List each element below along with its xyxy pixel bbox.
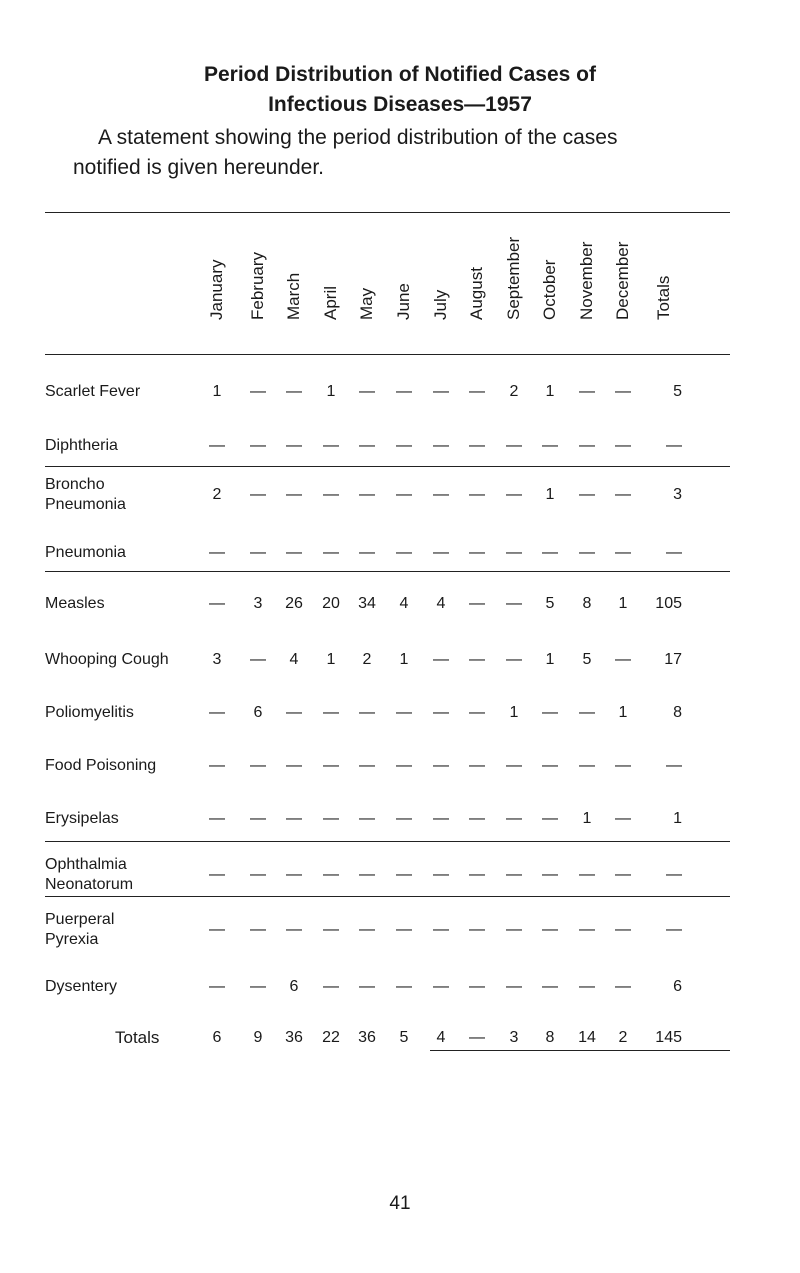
table-cell: —: [433, 383, 449, 400]
table-cell: —: [396, 383, 412, 400]
row-label: [45, 650, 169, 670]
table-cell: —: [396, 704, 412, 721]
table-cell: —: [433, 437, 449, 454]
table-cell: —: [666, 866, 682, 883]
table-cell: 5: [545, 595, 555, 612]
table-cell: 3: [509, 1029, 519, 1046]
table-cell: 2: [509, 383, 519, 400]
table-cell: —: [469, 978, 485, 995]
table-cell: 34: [358, 595, 376, 612]
table-cell: 1: [326, 651, 336, 668]
table-cell: 6: [289, 978, 299, 995]
table-cell: —: [286, 383, 302, 400]
column-header: [421, 225, 461, 340]
table-cell: —: [433, 651, 449, 668]
table-cell: 105: [655, 595, 682, 612]
table-cell: —: [579, 544, 595, 561]
table-rule: [45, 841, 730, 842]
table-cell: —: [579, 921, 595, 938]
table-cell: 20: [322, 595, 340, 612]
table-cell: 1: [582, 810, 592, 827]
table-cell: —: [209, 704, 225, 721]
table-cell: —: [209, 595, 225, 612]
table-cell: —: [615, 978, 631, 995]
table-cell: —: [250, 810, 266, 827]
column-header-label: August: [467, 267, 486, 320]
table-cell: —: [209, 544, 225, 561]
column-header: [197, 225, 237, 340]
table-cell: —: [209, 978, 225, 995]
table-cell: —: [286, 437, 302, 454]
table-rule: [45, 571, 730, 572]
table-rule: [45, 896, 730, 897]
table-cell: 1: [509, 704, 519, 721]
table-cell: 6: [253, 704, 263, 721]
table-cell: 145: [655, 1029, 682, 1046]
table-cell: —: [286, 810, 302, 827]
column-header: [494, 225, 534, 340]
table-cell: —: [396, 921, 412, 938]
table-cell: —: [323, 978, 339, 995]
table-rule: [45, 212, 730, 213]
table-cell: 5: [399, 1029, 409, 1046]
table-cell: —: [250, 866, 266, 883]
table-cell: —: [469, 704, 485, 721]
table-cell: —: [469, 921, 485, 938]
column-header-label: March: [284, 272, 303, 320]
table-cell: —: [359, 978, 375, 995]
table-cell: —: [396, 866, 412, 883]
table-cell: —: [615, 866, 631, 883]
column-header: [567, 225, 607, 340]
row-label-line: Scarlet Fever: [45, 383, 141, 400]
column-header-label: January: [207, 259, 226, 320]
table-cell: —: [666, 757, 682, 774]
row-label: [45, 855, 133, 895]
table-cell: 8: [545, 1029, 555, 1046]
table-cell: —: [469, 1029, 485, 1046]
table-cell: —: [250, 978, 266, 995]
table-cell: —: [615, 921, 631, 938]
table-cell: —: [506, 651, 522, 668]
table-cell: —: [615, 486, 631, 503]
table-cell: —: [359, 704, 375, 721]
table-cell: —: [250, 437, 266, 454]
row-label: [45, 543, 126, 563]
row-label: [45, 910, 114, 950]
column-header-label: Totals: [654, 275, 673, 320]
column-header: [238, 225, 278, 340]
table-cell: 6: [212, 1029, 222, 1046]
row-label-line: Dysentery: [45, 978, 118, 995]
row-label-line: Measles: [45, 595, 105, 612]
row-label: [45, 382, 140, 402]
table-cell: —: [209, 866, 225, 883]
table-cell: —: [323, 866, 339, 883]
table-cell: —: [359, 437, 375, 454]
row-label: [45, 756, 156, 776]
table-cell: —: [250, 383, 266, 400]
table-rule: [45, 354, 730, 355]
table-cell: —: [396, 486, 412, 503]
table-cell: —: [323, 486, 339, 503]
totals-label: Totals: [115, 1028, 160, 1047]
table-cell: —: [359, 810, 375, 827]
table-cell: 6: [673, 978, 682, 995]
table-cell: —: [615, 383, 631, 400]
table-cell: —: [433, 978, 449, 995]
table-cell: —: [250, 544, 266, 561]
row-label-line: Neonatorum: [45, 876, 134, 893]
table-cell: —: [433, 544, 449, 561]
table-cell: 1: [545, 651, 555, 668]
row-label: [45, 594, 105, 614]
table-cell: —: [359, 757, 375, 774]
table-cell: —: [469, 810, 485, 827]
column-header: [530, 225, 570, 340]
table-cell: —: [542, 978, 558, 995]
row-label-line: Puerperal: [45, 911, 115, 928]
table-cell: —: [250, 651, 266, 668]
table-cell: —: [250, 486, 266, 503]
column-header-label: April: [321, 285, 340, 320]
table-cell: —: [506, 437, 522, 454]
page-number: 41: [389, 1193, 411, 1214]
table-cell: —: [323, 437, 339, 454]
table-cell: —: [469, 595, 485, 612]
table-cell: —: [542, 921, 558, 938]
column-header: [603, 225, 643, 340]
row-label-line: Pneumonia: [45, 496, 126, 513]
table-cell: —: [396, 810, 412, 827]
table-cell: 4: [436, 595, 446, 612]
table-cell: —: [469, 437, 485, 454]
row-label: [45, 703, 134, 723]
table-cell: —: [433, 757, 449, 774]
table-cell: —: [579, 383, 595, 400]
table-cell: —: [209, 810, 225, 827]
table-cell: 22: [322, 1029, 340, 1046]
table-cell: —: [286, 486, 302, 503]
row-label-line: Poliomyelitis: [45, 704, 134, 721]
table-cell: —: [579, 866, 595, 883]
table-cell: —: [542, 544, 558, 561]
table-cell: —: [250, 757, 266, 774]
table-cell: 17: [664, 651, 682, 668]
page-title-line-1: Period Distribution of Notified Cases of: [203, 63, 597, 86]
table-cell: —: [579, 978, 595, 995]
row-label-line: Erysipelas: [45, 810, 119, 827]
table-cell: —: [469, 757, 485, 774]
intro-text: [73, 123, 673, 183]
table-cell: 3: [253, 595, 263, 612]
table-cell: —: [506, 544, 522, 561]
table-cell: 1: [326, 383, 336, 400]
table-cell: —: [615, 651, 631, 668]
table-cell: —: [359, 383, 375, 400]
table-cell: 1: [673, 810, 682, 827]
column-header: [457, 225, 497, 340]
table-cell: 9: [253, 1029, 263, 1046]
table-cell: 3: [673, 486, 682, 503]
column-header: [384, 225, 424, 340]
table-cell: —: [615, 757, 631, 774]
table-cell: —: [359, 544, 375, 561]
column-header: [274, 225, 314, 340]
table-cell: —: [542, 810, 558, 827]
table-cell: —: [323, 921, 339, 938]
table-cell: 4: [399, 595, 409, 612]
table-cell: 1: [618, 704, 628, 721]
table-cell: 1: [399, 651, 409, 668]
table-cell: 2: [618, 1029, 628, 1046]
table-cell: 2: [362, 651, 372, 668]
table-cell: —: [286, 866, 302, 883]
table-cell: —: [542, 757, 558, 774]
table-cell: —: [666, 544, 682, 561]
table-cell: 8: [582, 595, 592, 612]
table-cell: —: [542, 437, 558, 454]
column-header: [311, 225, 351, 340]
table-cell: —: [323, 544, 339, 561]
table-cell: —: [286, 544, 302, 561]
column-header-label: February: [248, 251, 267, 320]
column-header: [347, 225, 387, 340]
row-label-line: Pyrexia: [45, 931, 99, 948]
table-cell: —: [433, 921, 449, 938]
table-cell: —: [506, 921, 522, 938]
table-cell: 2: [212, 486, 222, 503]
table-cell: —: [286, 921, 302, 938]
table-cell: —: [286, 757, 302, 774]
column-header-label: September: [504, 236, 523, 320]
table-cell: 1: [545, 383, 555, 400]
table-cell: —: [666, 437, 682, 454]
table-cell: —: [579, 437, 595, 454]
column-header-label: June: [394, 283, 413, 320]
column-header-label: October: [540, 259, 559, 320]
table-cell: —: [506, 810, 522, 827]
table-cell: 1: [212, 383, 222, 400]
column-header-label: December: [613, 241, 632, 320]
row-label-line: Ophthalmia: [45, 856, 127, 873]
table-cell: —: [469, 866, 485, 883]
table-cell: 4: [436, 1029, 446, 1046]
table-cell: 5: [582, 651, 592, 668]
table-cell: —: [209, 921, 225, 938]
column-header-label: November: [577, 241, 596, 320]
table-cell: 1: [545, 486, 555, 503]
table-cell: —: [359, 866, 375, 883]
table-cell: —: [579, 704, 595, 721]
table-cell: 36: [285, 1029, 303, 1046]
table-cell: 3: [212, 651, 222, 668]
table-rule: [45, 466, 730, 467]
table-cell: —: [433, 810, 449, 827]
table-cell: —: [579, 757, 595, 774]
table-cell: —: [433, 866, 449, 883]
table-cell: —: [209, 757, 225, 774]
table-cell: —: [359, 486, 375, 503]
page-title: [0, 60, 800, 120]
table-cell: 36: [358, 1029, 376, 1046]
table-cell: —: [323, 704, 339, 721]
table-cell: 5: [673, 383, 682, 400]
table-cell: —: [323, 810, 339, 827]
table-cell: —: [579, 486, 595, 503]
table-cell: —: [506, 757, 522, 774]
table-cell: —: [286, 704, 302, 721]
table-cell: —: [542, 704, 558, 721]
table-cell: —: [209, 437, 225, 454]
column-header-label: May: [357, 287, 376, 320]
table-cell: 4: [289, 651, 299, 668]
row-label-line: Pneumonia: [45, 544, 126, 561]
row-label-line: Broncho: [45, 476, 105, 493]
row-label: [45, 809, 119, 829]
table-cell: 1: [618, 595, 628, 612]
table-cell: —: [396, 978, 412, 995]
table-cell: —: [506, 595, 522, 612]
intro-line-1: A statement showing the period distribution of the cases: [98, 126, 618, 149]
row-label-line: Diphtheria: [45, 437, 118, 454]
table-cell: —: [615, 437, 631, 454]
table-cell: —: [323, 757, 339, 774]
page-title-line-2: Infectious Diseases—1957: [268, 93, 532, 116]
table-cell: 8: [673, 704, 682, 721]
table-cell: —: [506, 978, 522, 995]
table-rule: [430, 1050, 730, 1051]
table-cell: —: [396, 437, 412, 454]
table-cell: —: [433, 486, 449, 503]
table-cell: —: [469, 544, 485, 561]
table-cell: —: [615, 810, 631, 827]
table-cell: —: [250, 921, 266, 938]
table-cell: 26: [285, 595, 303, 612]
row-label-line: Whooping Cough: [45, 651, 169, 668]
row-label: [45, 436, 118, 456]
row-label: [45, 475, 126, 515]
table-cell: 14: [578, 1029, 596, 1046]
intro-line-2: notified is given hereunder.: [73, 156, 325, 179]
table-cell: —: [396, 544, 412, 561]
table-cell: —: [615, 544, 631, 561]
table-cell: —: [469, 383, 485, 400]
row-label-line: Food Poisoning: [45, 757, 157, 774]
column-header-label: July: [431, 289, 450, 320]
table-cell: —: [359, 921, 375, 938]
table-cell: —: [666, 921, 682, 938]
table-cell: —: [433, 704, 449, 721]
table-cell: —: [396, 757, 412, 774]
table-cell: —: [469, 486, 485, 503]
table-cell: —: [506, 866, 522, 883]
table-cell: —: [506, 486, 522, 503]
table-cell: —: [469, 651, 485, 668]
column-header: [644, 225, 684, 340]
table-cell: —: [542, 866, 558, 883]
row-label: [45, 977, 117, 997]
